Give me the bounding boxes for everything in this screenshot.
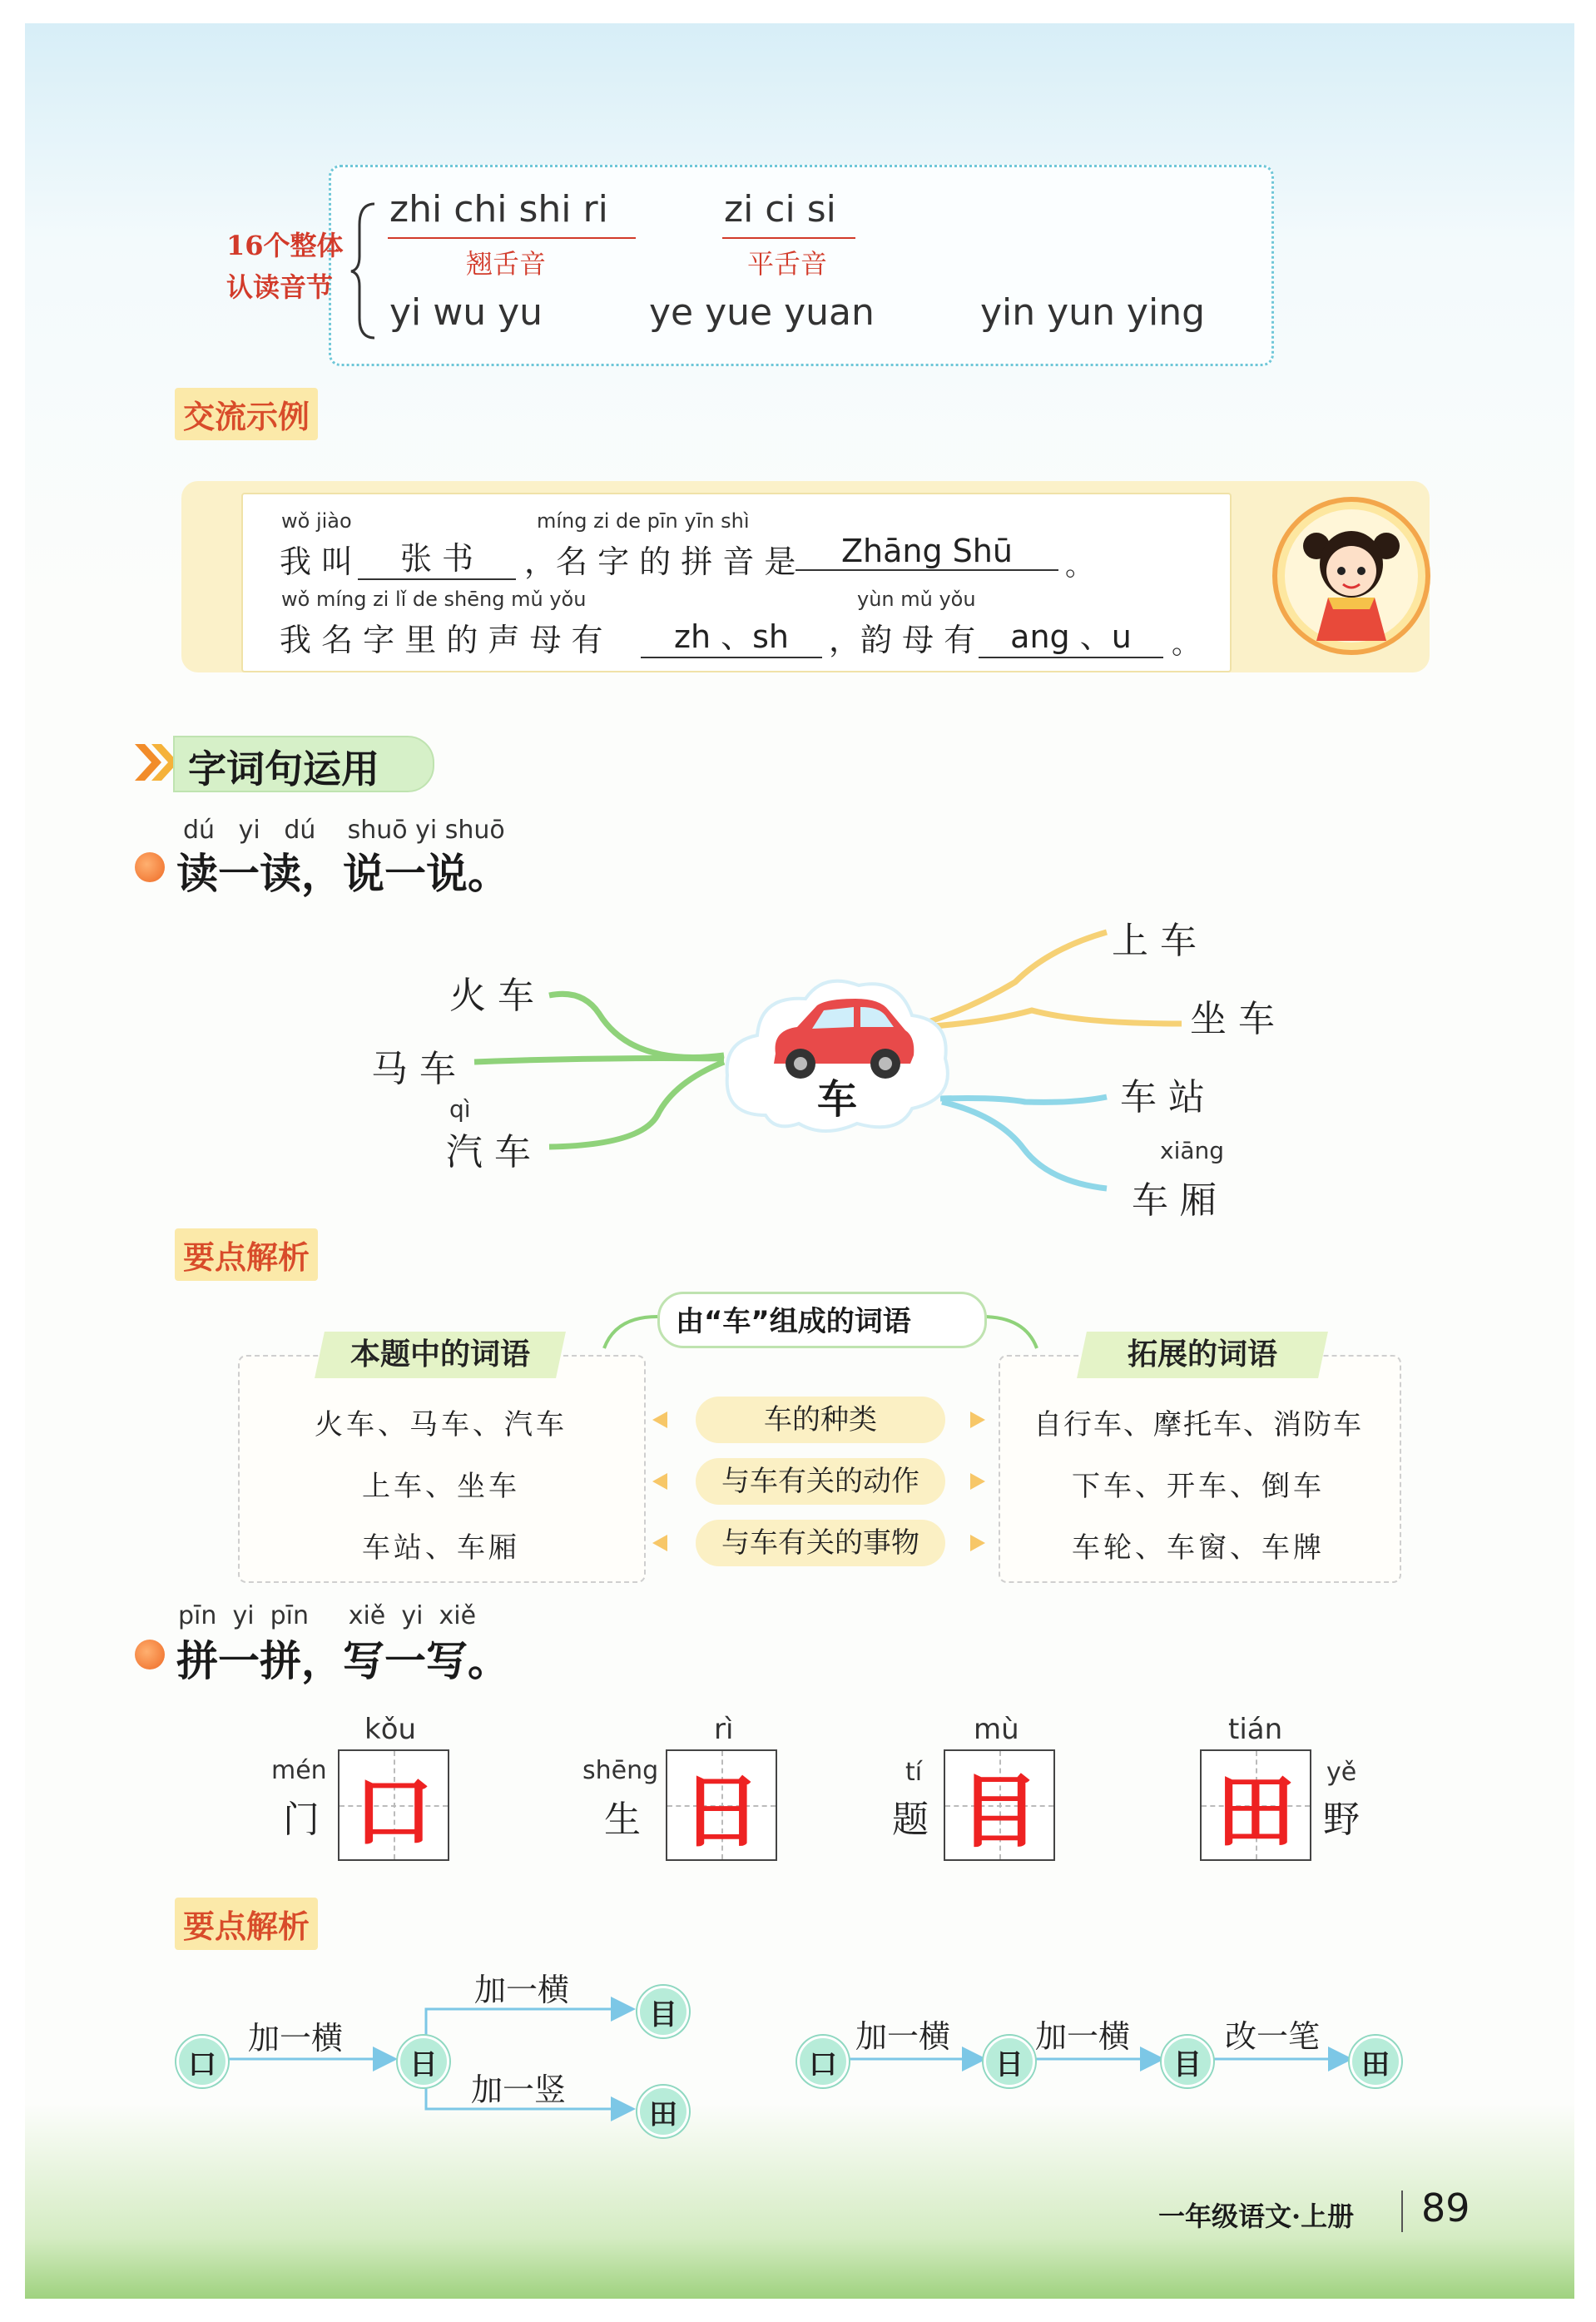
analysis1-row2-cat: 与车有关的动作: [696, 1458, 945, 1505]
item2-side-pinyin: shēng: [582, 1756, 659, 1785]
example-l2-py2: yùn mǔ yǒu: [857, 588, 976, 611]
side-label-2: 认读音节: [226, 271, 334, 303]
example-l1-end: 。: [1065, 549, 1093, 583]
analysis2-label: 要点解析: [175, 1898, 318, 1950]
analysis2-left-mid: 日: [398, 2036, 449, 2087]
analysis1-row3-left: 车站、车厢: [362, 1531, 520, 1565]
example-l1-py2: míng zi de pīn yīn shì: [537, 509, 750, 533]
item4-top-pinyin: tián: [1228, 1713, 1283, 1746]
syllables-row2-b: ye yue yuan: [649, 291, 875, 334]
word-shangche: 上 车: [1112, 920, 1197, 962]
item1-char: 口: [354, 1764, 434, 1858]
analysis2-left-down-end: 田: [637, 2086, 689, 2137]
analysis1-row1-left: 火车、马车、汽车: [315, 1408, 568, 1441]
analysis1-left-header-text: 本题中的词语: [349, 1337, 530, 1372]
analysis1-right-header-text: 拓展的词语: [1127, 1337, 1277, 1372]
analysis1-top-title: 由“车”组成的词语: [676, 1305, 911, 1338]
word-zuoche: 坐 车: [1190, 998, 1275, 1040]
word-chexiang: 车 厢: [1132, 1179, 1217, 1222]
syllables-row2-c: yin yun ying: [980, 291, 1206, 334]
analysis2-left-start: 口: [176, 2036, 228, 2087]
analysis1-row1-right: 自行车、摩托车、消防车: [1033, 1408, 1363, 1441]
example-l2-end: 。: [1172, 628, 1200, 661]
example-blank-pinyin: Zhāng Shū: [796, 533, 1058, 571]
item4-side-pinyin: yě: [1326, 1758, 1357, 1787]
item2-top-pinyin: rì: [714, 1713, 734, 1746]
analysis2-left-up-step: 加一横: [474, 1972, 570, 2008]
syllables-row1-b: zi ci si: [724, 188, 836, 231]
task2-title: 拼一拼，写一写。: [176, 1637, 509, 1685]
analysis2-left-up-end: 目: [637, 1986, 689, 2037]
analysis2-left-down-step: 加一竖: [471, 2071, 567, 2108]
pinyin-qi: qì: [449, 1095, 471, 1123]
analysis2-right-s1: 加一横: [855, 2018, 951, 2055]
analysis1-label: 要点解析: [175, 1228, 318, 1281]
example-label: 交流示例: [175, 388, 318, 440]
analysis2-right-c1: 口: [797, 2036, 849, 2087]
analysis1-row3-right: 车轮、车窗、车牌: [1072, 1531, 1325, 1565]
analysis2-right-c4: 田: [1350, 2036, 1401, 2087]
example-l1-py1: wǒ jiào: [281, 509, 352, 533]
item1-side-char: 门: [283, 1799, 320, 1841]
analysis1-row3-cat: 与车有关的事物: [696, 1520, 945, 1566]
item1-side-pinyin: mén: [271, 1756, 327, 1785]
analysis2-right-s2: 加一横: [1035, 2018, 1131, 2055]
example-blank-initials: zh 、sh: [641, 611, 822, 658]
mindmap-center-word: 车: [817, 1076, 858, 1123]
tag-flat: 平舌音: [747, 248, 828, 280]
word-chezhan: 车 站: [1120, 1076, 1205, 1119]
item4-char: 田: [1216, 1764, 1296, 1858]
page-number: 89: [1421, 2186, 1470, 2230]
analysis2-right-c3: 目: [1162, 2036, 1213, 2087]
item2-side-char: 生: [604, 1799, 641, 1841]
item3-side-pinyin: tí: [905, 1758, 923, 1787]
section-title: 字词句运用: [188, 747, 379, 791]
analysis1-row2-right: 下车、开车、倒车: [1072, 1470, 1325, 1503]
example-l2-h1: 我 名 字 里 的 声 母 有: [280, 622, 603, 658]
word-mache: 马 车: [371, 1048, 456, 1090]
analysis2-right-c2: 日: [984, 2036, 1035, 2087]
example-l2-py1: wǒ míng zi lǐ de shēng mǔ yǒu: [281, 588, 587, 611]
item1-top-pinyin: kǒu: [364, 1713, 417, 1746]
task1-pinyin: dú yi dú shuō yi shuō: [183, 816, 505, 845]
example-l1-h1: 我 叫: [280, 543, 354, 580]
syllables-row2-a: yi wu yu: [389, 291, 543, 334]
syllables-row1-a: zhi chi shi ri: [389, 188, 608, 231]
analysis1-row2-left: 上车、坐车: [362, 1470, 520, 1503]
analysis2-left-step1: 加一横: [248, 2020, 344, 2057]
task1-title: 读一读，说一说。: [176, 850, 509, 898]
word-qiche: 汽 车: [446, 1131, 531, 1173]
example-blank-finals: ang 、u: [979, 611, 1163, 658]
example-l1-h2: ，名 字 的 拼 音 是: [524, 543, 796, 580]
side-label-1: 16个整体: [226, 230, 344, 261]
example-blank-name: 张 书: [358, 533, 516, 580]
example-l2-h2: ，韵 母 有: [829, 622, 976, 658]
item2-char: 日: [682, 1764, 761, 1858]
analysis2-right-s3: 改一笔: [1225, 2018, 1321, 2055]
task2-pinyin: pīn yi pīn xiě yi xiě: [178, 1601, 477, 1630]
item3-char: 目: [959, 1764, 1039, 1858]
footer-book-title: 一年级语文·上册: [1158, 2200, 1355, 2232]
footer-divider: [1401, 2191, 1403, 2232]
item3-top-pinyin: mù: [974, 1713, 1019, 1746]
item3-side-char: 题: [892, 1799, 929, 1841]
tag-retroflex: 翘舌音: [466, 248, 547, 280]
item4-side-char: 野: [1323, 1799, 1360, 1841]
analysis1-row1-cat: 车的种类: [696, 1397, 945, 1443]
word-huoche: 火 车: [449, 975, 534, 1017]
pinyin-xiang: xiāng: [1160, 1137, 1225, 1164]
